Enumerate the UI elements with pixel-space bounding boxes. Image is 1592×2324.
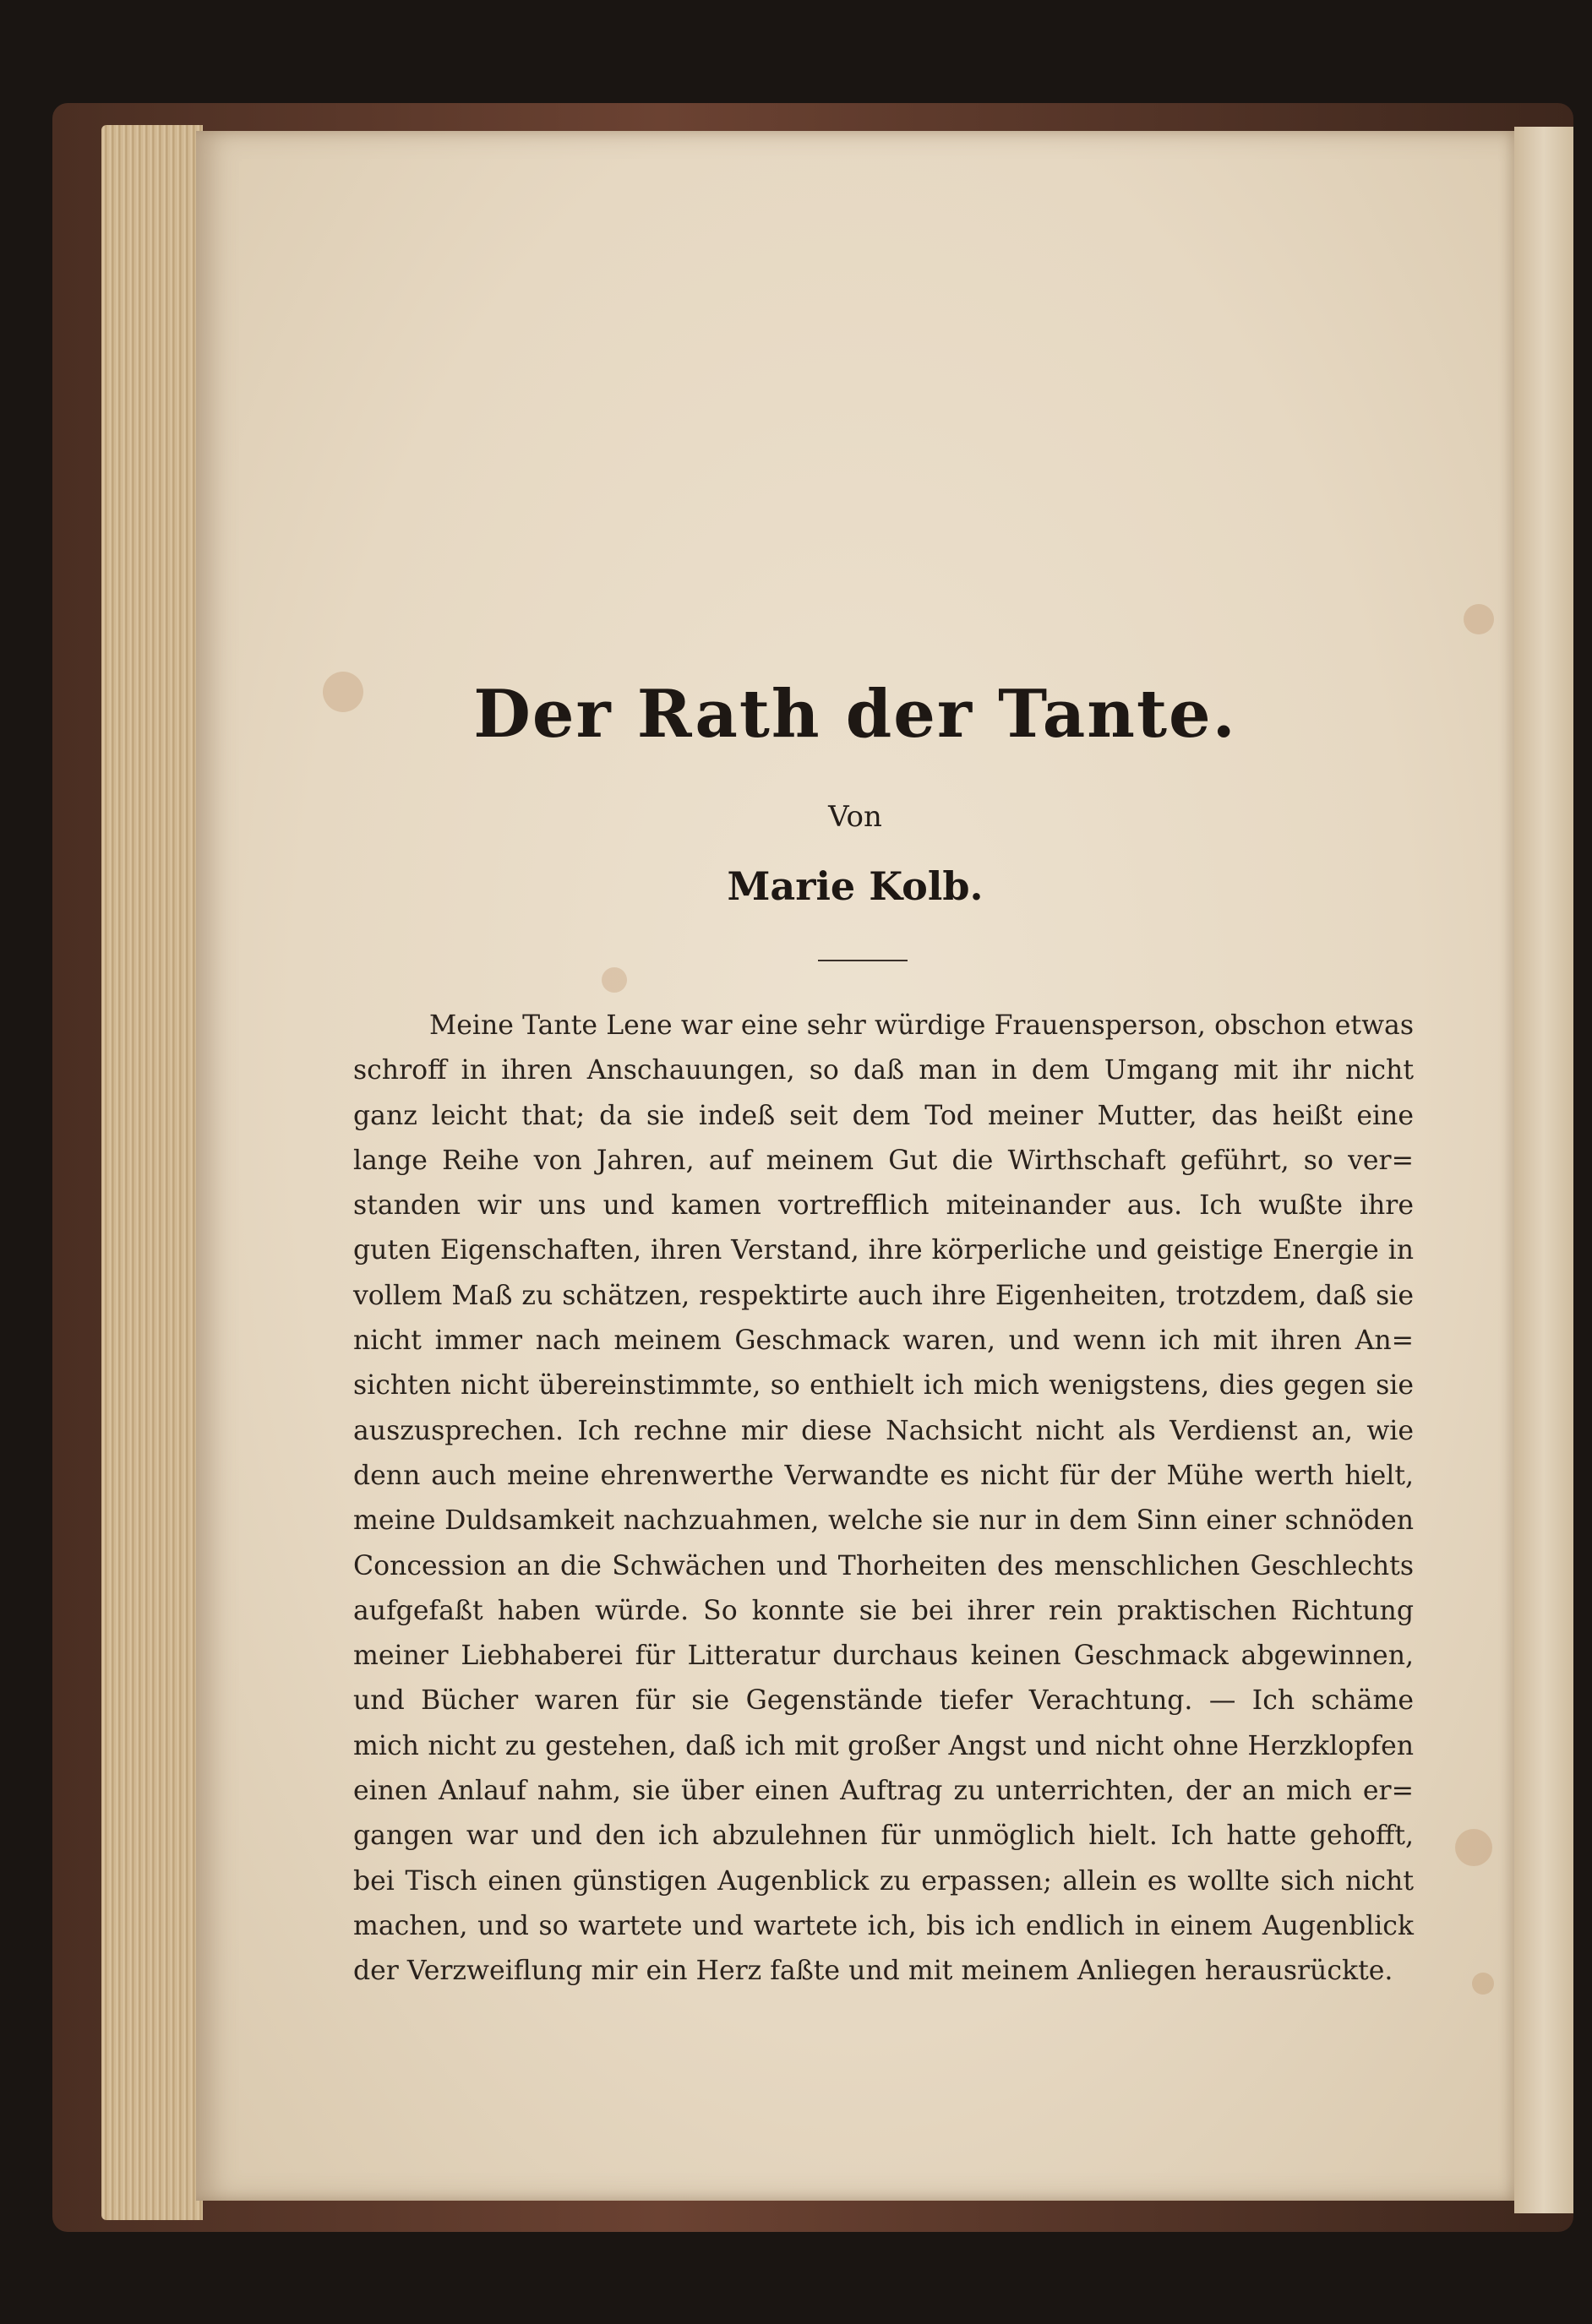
text-line: standen wir uns und kamen vortrefflich miteinander aus. Ich wußte ihre: [353, 1190, 1414, 1222]
facing-page-edge: [1514, 127, 1573, 2213]
stain: [1455, 1829, 1492, 1866]
byline: Von: [828, 800, 882, 834]
text-line: guten Eigenschaften, ihren Verstand, ihre körperliche und geistige Energie in: [353, 1235, 1414, 1266]
text-line: meine Duldsamkeit nachzuahmen, welche sie nur in dem Sinn einer schnöden: [353, 1505, 1414, 1537]
text-line: und Bücher waren für sie Gegenstände tiefer Verachtung. — Ich schäme: [353, 1685, 1414, 1717]
body-paragraph: [353, 1004, 1414, 1995]
text-line: gangen war und den ich abzulehnen für unmöglich hielt. Ich hatte gehofft,: [353, 1821, 1414, 1852]
author-name: Marie Kolb.: [727, 863, 984, 909]
text-line: Concession an die Schwächen und Thorheiten des menschlichen Geschlechts: [353, 1550, 1414, 1581]
text-line: lange Reihe von Jahren, auf meinem Gut die Wirthschaft geführt, so ver=: [353, 1145, 1414, 1176]
text-line: auszusprechen. Ich rechne mir diese Nachsicht nicht als Verdienst an, wie: [353, 1415, 1414, 1446]
text-line: ganz leicht that; da sie indeß seit dem Tod meiner Mutter, das heißt eine: [353, 1100, 1414, 1131]
text-line: denn auch meine ehrenwerthe Verwandte es nicht für der Mühe werth hielt,: [353, 1460, 1414, 1491]
text-line: machen, und so wartete und wartete ich, bis ich endlich in einem Augenblick: [353, 1910, 1414, 1941]
text-line: der Verzweiflung mir ein Herz faßte und mit meinem Anliegen herausrückte.: [353, 1956, 1393, 1987]
text-line: bei Tisch einen günstigen Augenblick zu erpassen; allein es wollte sich nicht: [353, 1865, 1414, 1897]
page-edges: [101, 125, 203, 2220]
text-line: sichten nicht übereinstimmte, so enthielt ich mich wenigstens, dies gegen sie: [353, 1370, 1414, 1401]
stain: [1472, 1973, 1494, 1995]
text-line: vollem Maß zu schätzen, respektirte auch ihre Eigenheiten, trotzdem, daß sie: [353, 1280, 1414, 1311]
text-line: aufgefaßt haben würde. So konnte sie bei ihrer rein praktischen Richtung: [353, 1595, 1414, 1626]
title-rule: [818, 960, 908, 961]
story-title: Der Rath der Tante.: [473, 676, 1237, 753]
stain: [1464, 604, 1494, 634]
stain: [602, 967, 627, 993]
text-line: Meine Tante Lene war eine sehr würdige Frauensperson, obschon etwas: [429, 1010, 1414, 1041]
text-line: meiner Liebhaberei für Litteratur durchaus keinen Geschmack abgewinnen,: [353, 1641, 1414, 1672]
text-line: mich nicht zu gestehen, daß ich mit großer Angst und nicht ohne Herzklopfen: [353, 1730, 1414, 1761]
text-line: nicht immer nach meinem Geschmack waren, und wenn ich mit ihren An=: [353, 1325, 1414, 1357]
text-line: einen Anlauf nahm, sie über einen Auftrag zu unterrichten, der an mich er=: [353, 1776, 1414, 1807]
text-line: schroff in ihren Anschauungen, so daß man in dem Umgang mit ihr nicht: [353, 1055, 1414, 1086]
